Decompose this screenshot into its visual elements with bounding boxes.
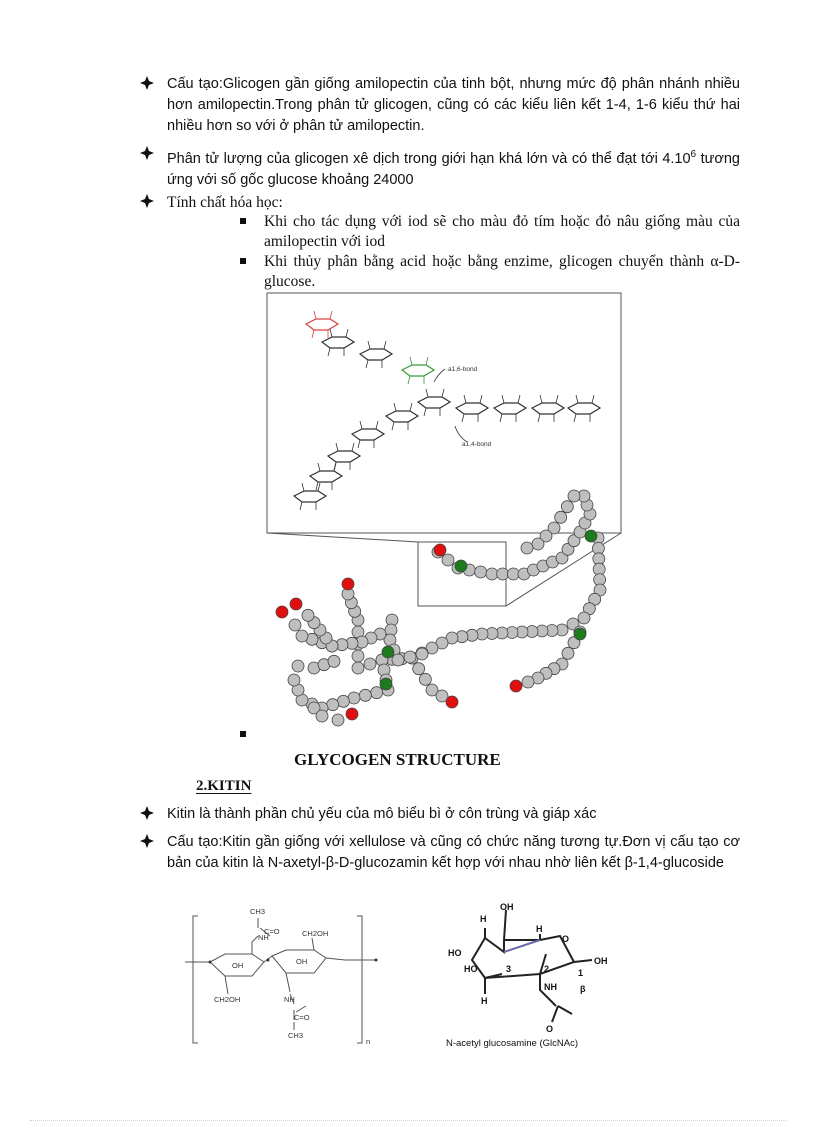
glucose-unit: [352, 650, 364, 662]
glycogen-structure-diagram: [262, 290, 622, 730]
label-n: n: [366, 1037, 371, 1046]
diamond-bullet-icon: [140, 194, 154, 208]
sub-bullet-iodine: [240, 212, 740, 252]
bullet-text: Phân tử lượng của glicogen xê dịch trong giới hạn khá lớn và có thể đạt tới 4.10$^6$ tương ứng với số gốc glucose khoảng 24000: [167, 149, 740, 188]
glucose-unit: [337, 695, 349, 707]
glucose-unit: [486, 568, 498, 580]
diamond-bullet-icon: [140, 806, 154, 820]
label-co: C=O: [294, 1013, 310, 1022]
glucose-unit: [404, 651, 416, 663]
label-ch2oh: CH2OH: [214, 995, 241, 1004]
sub-bullet-hydrolysis: [240, 252, 740, 292]
label-o: O: [562, 934, 570, 944]
label-oh: OH: [232, 961, 244, 970]
label-o: O: [546, 1024, 554, 1034]
diamond-bullet-icon: [140, 146, 154, 160]
terminal-glucose: [346, 708, 358, 720]
label-ch3: CH3: [288, 1031, 304, 1040]
label-c2: 2: [544, 964, 550, 974]
label-h: H: [481, 996, 488, 1006]
glucose-unit: [328, 655, 340, 667]
branch-point: [574, 628, 586, 640]
bullet-kitin-composition: [140, 804, 740, 825]
section-title: 2.KITIN: [196, 778, 252, 794]
bond-16-label: a1,6-bond: [448, 366, 478, 373]
label-nh: NH: [544, 982, 557, 992]
label-c1: 1: [578, 968, 584, 978]
square-bullet-icon: [240, 218, 246, 224]
diamond-bullet-icon: [140, 834, 154, 848]
glucose-unit: [419, 673, 431, 685]
glucose-unit: [392, 654, 404, 666]
figure-caption: GLYCOGEN STRUCTURE: [294, 750, 501, 769]
label-oh: OH: [296, 957, 308, 966]
terminal-glucose: [342, 578, 354, 590]
glucose-unit: [532, 538, 544, 550]
label-oh: OH: [500, 902, 514, 912]
glcnac-caption: N-acetyl glucosamine (GlcNAc): [446, 1038, 578, 1049]
bullet-text: Cấu tạo:Glicogen gần giống amilopectin của tinh bột, nhưng mức độ phân nhánh nhiều hơn amilopectin.Trong phân tử glicogen, cũng có các kiểu liên kết 1-4, 1-6 kiểu thứ hai nhiều hơn so với ở phân tử amilopectin.: [167, 76, 740, 134]
bullet-text: Cấu tạo:Kitin gần giống với xellulose và cũng có chức năng tương tự.Đơn vị cấu tạo cơ bản của kitin là N-axetyl-β-D-glucozamin kết hợp với nhau nhờ liên kết β-1,4-glucoside: [167, 834, 740, 871]
bullet-chemical-properties: [140, 192, 740, 213]
label-c3: 3: [506, 964, 512, 974]
terminal-glucose: [276, 606, 288, 618]
glucose-unit: [442, 554, 454, 566]
glucose-unit: [327, 699, 339, 711]
glucose-unit: [371, 687, 383, 699]
terminal-glucose: [446, 696, 458, 708]
glucose-unit: [364, 658, 376, 670]
label-nh: NH: [284, 995, 295, 1004]
glucose-unit: [475, 566, 487, 578]
label-oh: OH: [594, 956, 608, 966]
glucose-unit: [359, 689, 371, 701]
glcnac-structure: [440, 898, 640, 1053]
glucose-unit: [497, 568, 509, 580]
bullet-kitin-structure: [140, 832, 740, 874]
square-bullet-icon: [240, 731, 246, 737]
glucose-unit: [352, 662, 364, 674]
branch-point: [455, 560, 467, 572]
glucose-unit: [416, 648, 428, 660]
label-nh: NH: [258, 933, 269, 942]
glucose-unit: [578, 612, 590, 624]
page-footer-rule: [30, 1120, 786, 1121]
branch-point: [380, 678, 392, 690]
glucose-unit: [562, 647, 574, 659]
glucose-unit: [316, 710, 328, 722]
glucose-unit: [302, 609, 314, 621]
square-bullet-icon: [240, 258, 246, 264]
glucose-unit: [561, 501, 573, 513]
glucose-unit: [292, 660, 304, 672]
glucose-unit: [289, 619, 301, 631]
terminal-glucose: [510, 680, 522, 692]
bullet-text: Kitin là thành phần chủ yếu của mô biểu bì ở côn trùng và giáp xác: [167, 806, 597, 822]
bullet-structure: [140, 74, 740, 137]
terminal-glucose: [434, 544, 446, 556]
glucose-unit: [348, 692, 360, 704]
glucose-unit: [296, 630, 308, 642]
glucose-unit: [522, 676, 534, 688]
glucose-unit: [568, 490, 580, 502]
label-co: C=O: [264, 927, 280, 936]
sub-bullet-text: Khi cho tác dụng với iod sẽ cho màu đỏ tím hoặc đỏ nâu giống màu của amilopectin với iod: [264, 213, 740, 250]
label-ch2oh: CH2OH: [302, 929, 329, 938]
branch-point: [585, 530, 597, 542]
glucose-unit: [413, 663, 425, 675]
branch-point: [382, 646, 394, 658]
glucose-unit: [521, 542, 533, 554]
sub-bullet-text: Khi thủy phân bằng acid hoặc bằng enzime, glicogen chuyển thành α-D-glucose.: [264, 253, 740, 290]
label-ho: HO: [448, 948, 462, 958]
glucose-unit: [555, 511, 567, 523]
bullet-text: Tính chất hóa học:: [167, 194, 283, 211]
chitin-polymer-structure: [180, 898, 400, 1053]
glucose-unit: [507, 568, 519, 580]
bond-14-label: a1,4-bond: [462, 441, 492, 448]
label-beta: β: [580, 984, 586, 994]
glucose-unit: [288, 674, 300, 686]
terminal-glucose: [290, 598, 302, 610]
label-h: H: [480, 914, 487, 924]
label-h: H: [536, 924, 543, 934]
label-ho: HO: [464, 964, 478, 974]
diamond-bullet-icon: [140, 76, 154, 90]
label-ch3: CH3: [250, 907, 266, 916]
bullet-molecular-weight: [140, 144, 740, 191]
glucose-unit: [332, 714, 344, 726]
